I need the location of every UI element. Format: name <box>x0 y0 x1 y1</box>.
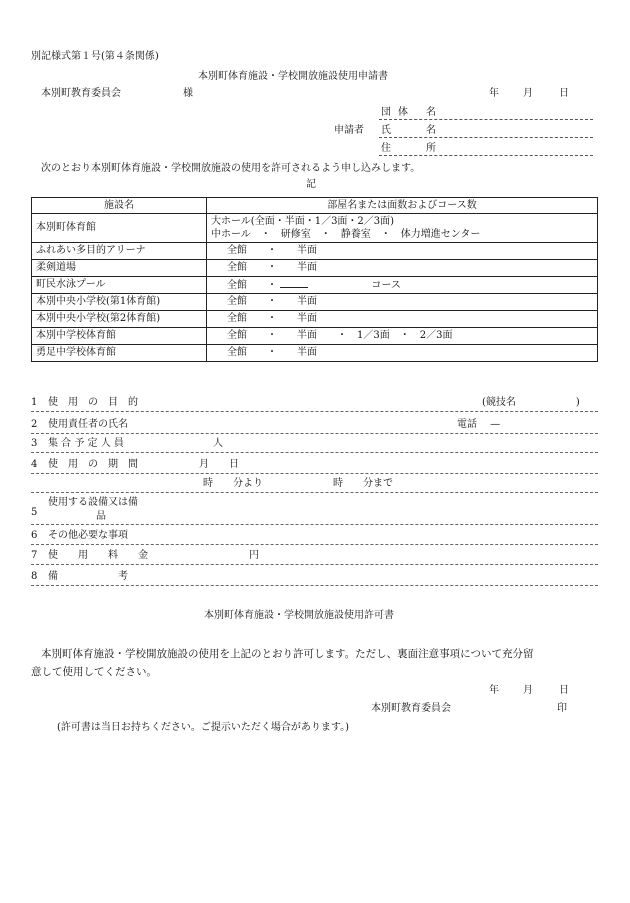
facility-detail <box>207 328 598 345</box>
intro-text: 次のとおり本別町体育施設・学校開放施設の使用を許可されるよう申し込みします。 <box>41 163 421 174</box>
facility-name: 町民水泳プール <box>32 277 207 294</box>
item-label: 使 用 の 目 的 <box>48 397 138 408</box>
table-row[interactable] <box>32 260 598 277</box>
item-label: 備 考 <box>48 571 128 582</box>
ki-mark: 記 <box>306 179 316 190</box>
item-number: 6 <box>31 530 38 541</box>
item-number: 3 <box>31 438 38 449</box>
facility-name: 本別中央小学校(第1体育館) <box>32 294 207 311</box>
facility-detail <box>207 243 598 260</box>
date-day-label: 日 <box>559 88 569 99</box>
item-line <box>31 433 598 434</box>
item-line <box>31 452 598 453</box>
field-char: 団 <box>381 107 391 118</box>
group-name-line <box>379 119 593 120</box>
honorific: 様 <box>183 88 193 99</box>
item-line <box>31 492 598 493</box>
detail-line: 全館 ・ 半面 <box>227 296 317 307</box>
phone-label: 電話 — <box>457 419 501 430</box>
detail-line: 全館 ・ 半面 <box>227 245 317 256</box>
permit-body-line: 意して使用してください。 <box>31 666 157 678</box>
permit-body-line: 本別町体育施設・学校開放施設の使用を上記のとおり許可します。ただし、裏面注意事項について充分留 <box>41 648 534 660</box>
detail-line: 全館 ・ 半面 <box>227 262 317 273</box>
attendance-unit: 人 <box>213 438 223 449</box>
item-number: 7 <box>31 550 38 561</box>
col-header-rooms: 部屋名または面数およびコース数 <box>207 198 598 214</box>
detail-line: 中ホール ・ 研修室 ・ 静養室 ・ 体力増進センター <box>211 229 481 240</box>
course-suffix: コース <box>371 280 401 291</box>
table-row[interactable] <box>32 243 598 260</box>
permit-date-day: 日 <box>559 685 569 696</box>
item-line <box>31 411 598 412</box>
item-number: 4 <box>31 459 38 470</box>
item-line <box>31 473 598 474</box>
address-line <box>379 155 593 156</box>
table-row[interactable] <box>32 294 598 311</box>
item-label-cont: 品 <box>96 511 106 522</box>
field-char: 名 <box>426 125 436 136</box>
item-line <box>31 544 598 545</box>
table-row[interactable] <box>32 277 598 294</box>
course-count-blank[interactable] <box>280 278 308 288</box>
facility-name: ふれあい多目的アリーナ <box>32 243 207 260</box>
field-char: 名 <box>426 107 436 118</box>
facility-name: 本別中学校体育館 <box>32 328 207 345</box>
facility-name: 本別町体育館 <box>32 214 207 243</box>
item-line <box>31 524 598 525</box>
field-char: 住 <box>381 143 391 154</box>
facility-detail <box>207 311 598 328</box>
detail-line: 全館 ・ 半面 ・ 1／3面 ・ 2／3面 <box>227 330 453 341</box>
facility-name: 本別中央小学校(第2体育館) <box>32 311 207 328</box>
permit-note: (許可書は当日お持ちください。ご提示いただく場合があります。) <box>57 722 350 733</box>
detail-line: 全館 ・ 半面 <box>227 347 317 358</box>
period-date: 月 日 <box>199 459 239 470</box>
facility-detail <box>207 345 598 362</box>
item-label: その他必要な事項 <box>48 530 128 541</box>
table-row[interactable] <box>32 214 598 243</box>
permit-date-year: 年 <box>489 685 499 696</box>
facility-detail <box>207 294 598 311</box>
field-char: 氏 <box>381 125 391 136</box>
sport-name-label: (競技名 ) <box>482 397 580 408</box>
item-number: 2 <box>31 419 38 430</box>
field-char: 体 <box>398 107 408 118</box>
date-month-label: 月 <box>523 88 533 99</box>
facility-name: 柔剣道場 <box>32 260 207 277</box>
permit-date-month: 月 <box>523 685 533 696</box>
col-header-facility: 施設名 <box>32 198 207 214</box>
facility-detail <box>207 260 598 277</box>
form-number: 別記様式第１号(第４条関係) <box>31 51 159 62</box>
item-line <box>31 585 598 586</box>
detail-line: 全館 ・ 半面 <box>227 313 317 324</box>
permit-issuer: 本別町教育委員会 <box>371 703 451 714</box>
table-row[interactable] <box>32 345 598 362</box>
period-time: 時 分より 時 分まで <box>203 478 393 489</box>
detail-line: 全館 ・ <box>227 280 277 291</box>
item-line <box>31 564 598 565</box>
field-char: 所 <box>426 143 436 154</box>
facility-detail <box>207 214 598 243</box>
item-label: 使 用 料 金 <box>48 550 148 561</box>
item-number: 8 <box>31 571 38 582</box>
name-line <box>379 137 593 138</box>
date-year-label: 年 <box>489 88 499 99</box>
facility-detail <box>207 277 598 294</box>
item-label: 使 用 の 期 間 <box>48 459 138 470</box>
item-label: 使用する設備又は備 <box>48 497 138 508</box>
facility-table <box>31 197 598 362</box>
fee-unit: 円 <box>249 550 259 561</box>
table-header-row <box>32 198 598 214</box>
addressee: 本別町教育委員会 <box>41 88 121 99</box>
detail-line: 大ホール(全面・半面・1／3面・2／3面) <box>211 216 395 227</box>
item-number: 1 <box>31 397 38 408</box>
table-row[interactable] <box>32 311 598 328</box>
applicant-label: 申請者 <box>334 125 364 136</box>
table-row[interactable] <box>32 328 598 345</box>
form-title: 本別町体育施設・学校開放施設使用申請書 <box>198 71 388 82</box>
facility-name: 勇足中学校体育館 <box>32 345 207 362</box>
item-number: 5 <box>31 507 38 518</box>
item-label: 集 合 予 定 人 員 <box>48 438 124 449</box>
permit-title: 本別町体育施設・学校開放施設使用許可書 <box>204 610 394 621</box>
permit-seal: 印 <box>557 703 567 714</box>
item-label: 使用責任者の氏名 <box>48 419 128 430</box>
